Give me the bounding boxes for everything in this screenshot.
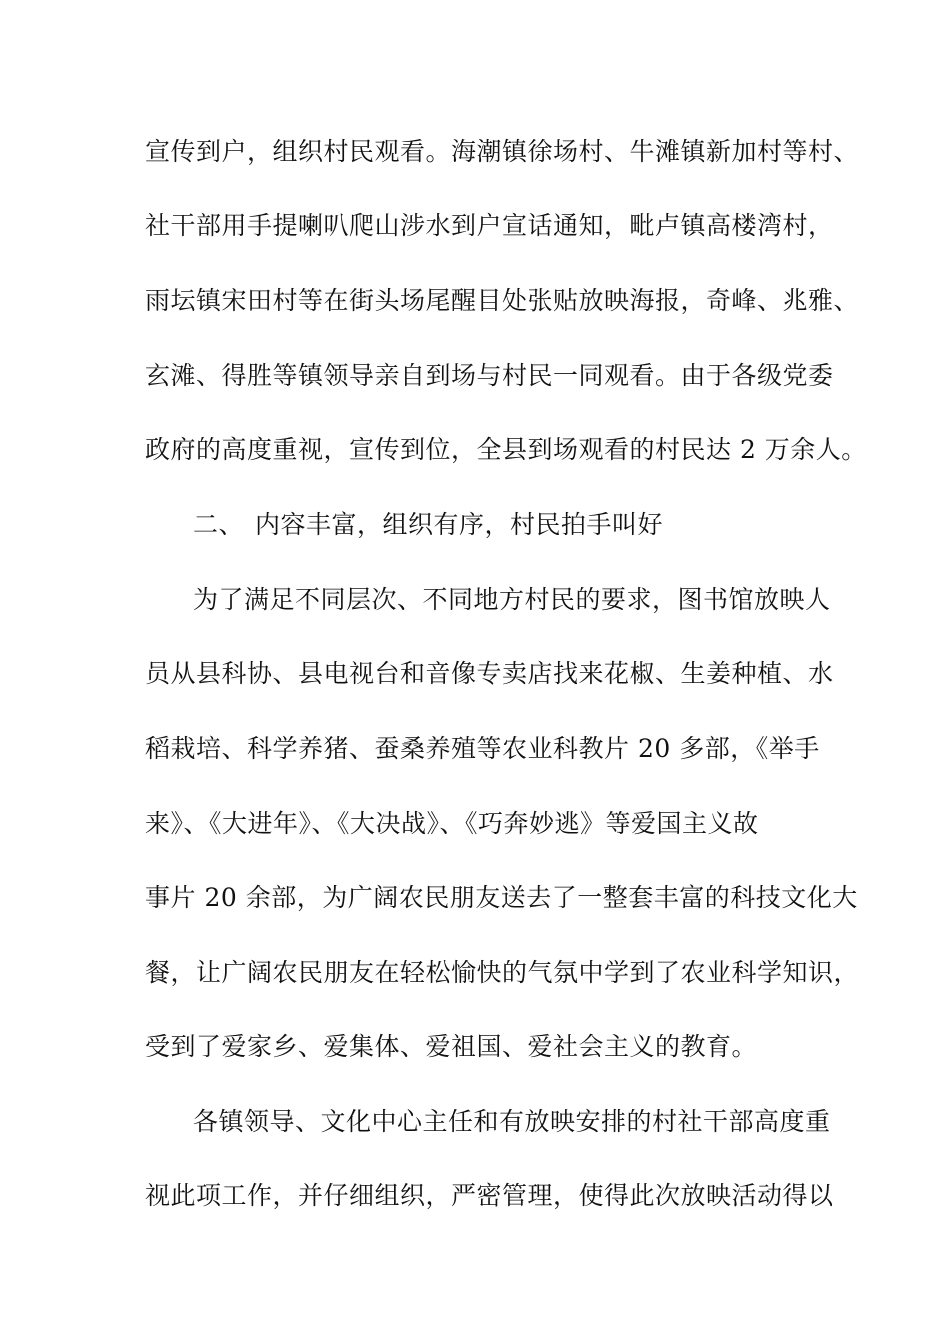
text-line: 受到了爱家乡、爱集体、爱祖国、爱社会主义的教育。 — [145, 1032, 758, 1061]
text-line: 餐，让广阔农民朋友在轻松愉快的气氛中学到了农业科学知识， — [145, 958, 860, 987]
text-line: 政府的高度重视，宣传到位，全县到场观看的村民达 2 万余人。 — [145, 435, 867, 464]
text-line: 来》、《大进年》、《大决战》、《巧奔妙逃》等爱国主义故 — [145, 809, 759, 838]
text-line: 社干部用手提喇叭爬山涉水到户宣话通知，毗卢镇高楼湾村， — [145, 211, 834, 240]
text-line: 宣传到户，组织村民观看。海潮镇徐场村、牛滩镇新加村等村、 — [145, 137, 860, 166]
text-line: 各镇领导、文化中心主任和有放映安排的村社干部高度重 — [193, 1107, 831, 1136]
text-line: 稻栽培、科学养猪、蚕桑养殖等农业科教片 20 多部，《举手 — [145, 734, 820, 763]
text-line: 视此项工作，并仔细组织，严密管理，使得此次放映活动得以 — [145, 1181, 834, 1210]
text-line: 员从县科协、县电视台和音像专卖店找来花椒、生姜种植、水 — [145, 659, 834, 688]
text-line: 事片 20 余部，为广阔农民朋友送去了一整套丰富的科技文化大 — [145, 883, 858, 912]
section-number: 二、 — [193, 510, 245, 539]
text-line: 雨坛镇宋田村等在街头场尾醒目处张贴放映海报，奇峰、兆雅、 — [145, 286, 860, 315]
text-line: 玄滩、得胜等镇领导亲自到场与村民一同观看。由于各级党委 — [145, 361, 834, 390]
section-title: 内容丰富，组织有序，村民拍手叫好 — [255, 510, 664, 539]
text-line: 为了满足不同层次、不同地方村民的要求，图书馆放映人 — [193, 585, 831, 614]
section-heading — [193, 510, 873, 540]
